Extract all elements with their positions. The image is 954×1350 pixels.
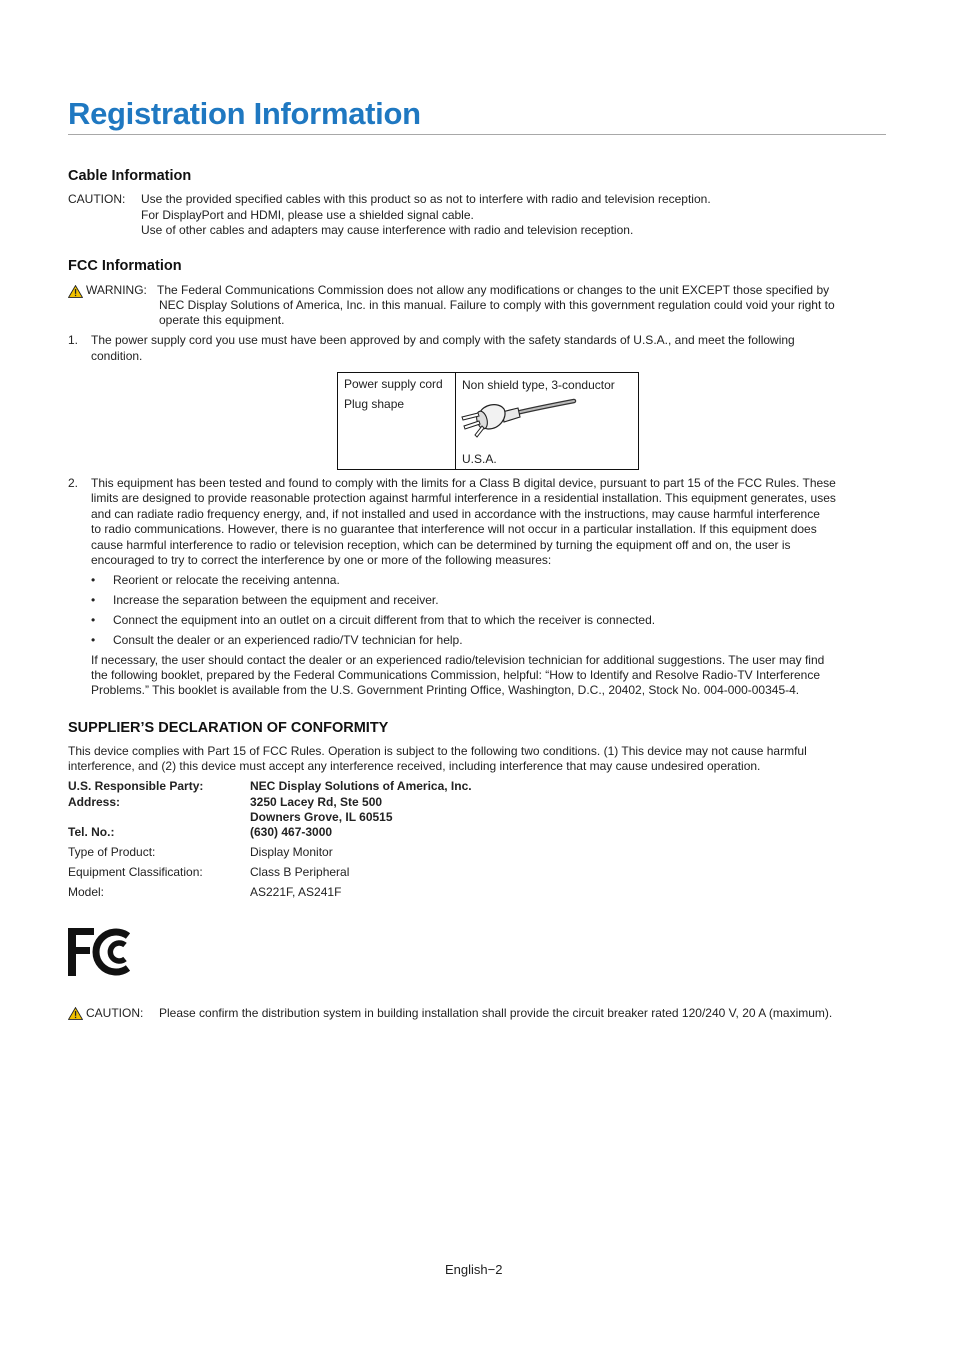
address-value: 3250 Lacey Rd, Ste 500 bbox=[250, 795, 383, 809]
sdoc-intro: This device complies with Part 15 of FCC Rules. Operation is subject to the following two conditions. (1) This device may not cause harmful bbox=[68, 744, 807, 758]
list-item-number: 1. bbox=[68, 333, 79, 347]
address-label: Address: bbox=[68, 795, 121, 809]
bullet-marker: • bbox=[91, 613, 96, 627]
tel-value: (630) 467-3000 bbox=[250, 825, 333, 839]
bullet-marker: • bbox=[91, 633, 96, 647]
us-plug-icon bbox=[458, 395, 580, 443]
responsible-party-value: NEC Display Solutions of America, Inc. bbox=[250, 779, 472, 793]
bottom-caution-label: CAUTION: bbox=[86, 1006, 144, 1020]
followup-text: Problems.” This booklet is available from the U.S. Government Printing Office, Washington, D.C., 20402, Stock No. 004-000-00345-4. bbox=[91, 683, 800, 697]
list-item-text: The power supply cord you use must have been approved by and comply with the safety standards of U.S.A., and meet the following bbox=[91, 333, 795, 347]
product-type-label: Type of Product: bbox=[68, 845, 156, 859]
model-value: AS221F, AS241F bbox=[250, 885, 342, 899]
list-item-text: condition. bbox=[91, 349, 143, 363]
fcc-logo bbox=[68, 928, 134, 976]
sdoc-heading: SUPPLIER’S DECLARATION OF CONFORMITY bbox=[68, 720, 389, 736]
power-cord-table bbox=[337, 372, 639, 470]
list-item-text: and can radiate radio frequency energy, and, if not installed and used in accordance with the instructions, may cause harmful interference bbox=[91, 507, 820, 521]
warning-triangle-icon bbox=[68, 1007, 83, 1020]
fcc-warning-line: The Federal Communications Commission does not allow any modifications or changes to the unit EXCEPT those specified by bbox=[157, 283, 830, 297]
list-item-text: cause harmful interference to radio or television reception, which can be determined by turning the equipment off and on, the user is bbox=[91, 538, 791, 552]
fcc-warning-line: NEC Display Solutions of America, Inc. in this manual. Failure to comply with this government regulation could void your right to bbox=[159, 298, 835, 312]
bullet-item: Increase the separation between the equipment and receiver. bbox=[113, 593, 439, 607]
cable-caution-label: CAUTION: bbox=[68, 192, 126, 206]
cable-caution-line: For DisplayPort and HDMI, please use a shielded signal cable. bbox=[141, 208, 474, 222]
table-cell-value: Non shield type, 3-conductor bbox=[462, 378, 615, 392]
page-number: English−2 bbox=[445, 1262, 503, 1277]
table-cell-value: U.S.A. bbox=[462, 452, 497, 466]
bullet-item: Connect the equipment into an outlet on a circuit different from that to which the receiver is connected. bbox=[113, 613, 656, 627]
fcc-warning-line: operate this equipment. bbox=[159, 313, 285, 327]
address-value: Downers Grove, IL 60515 bbox=[250, 810, 393, 824]
table-row-label: Plug shape bbox=[344, 397, 405, 411]
fcc-information-heading: FCC Information bbox=[68, 258, 182, 274]
list-item-number: 2. bbox=[68, 476, 79, 490]
bullet-marker: • bbox=[91, 573, 96, 587]
product-type-value: Display Monitor bbox=[250, 845, 333, 859]
model-label: Model: bbox=[68, 885, 105, 899]
sdoc-intro: interference, and (2) this device must accept any interference received, including interference that may cause undesired operation. bbox=[68, 759, 761, 773]
bullet-marker: • bbox=[91, 593, 96, 607]
bullet-item: Consult the dealer or an experienced radio/TV technician for help. bbox=[113, 633, 463, 647]
followup-text: If necessary, the user should contact the dealer or an experienced radio/television technician for additional suggestions. The user may find bbox=[91, 653, 825, 667]
title-divider bbox=[68, 134, 886, 135]
classification-label: Equipment Classification: bbox=[68, 865, 203, 879]
list-item-text: to radio communications. However, there is no guarantee that interference will not occur in a particular installation. If this equipment does bbox=[91, 522, 817, 536]
bottom-caution-text: Please confirm the distribution system in building installation shall provide the circuit breaker rated 120/240 V, 20 A (maximum). bbox=[159, 1006, 833, 1020]
list-item-text: encouraged to try to correct the interference by one or more of the following measures: bbox=[91, 553, 552, 567]
list-item-text: This equipment has been tested and found to comply with the limits for a Class B digital device, pursuant to part 15 of the FCC Rules. These bbox=[91, 476, 836, 490]
bullet-item: Reorient or relocate the receiving antenna. bbox=[113, 573, 340, 587]
tel-label: Tel. No.: bbox=[68, 825, 115, 839]
cable-caution-line: Use the provided specified cables with this product so as not to interfere with radio and television reception. bbox=[141, 192, 711, 206]
classification-value: Class B Peripheral bbox=[250, 865, 350, 879]
list-item-text: limits are designed to provide reasonable protection against harmful interference in a residential installation. This equipment generates, uses bbox=[91, 491, 836, 505]
page-title: Registration Information bbox=[68, 96, 421, 131]
cable-caution-line: Use of other cables and adapters may cause interference with radio and television reception. bbox=[141, 223, 634, 237]
followup-text: the following booklet, prepared by the Federal Communications Commission, helpful: “How to Identify and Resolve Radio-TV Interference bbox=[91, 668, 821, 682]
warning-triangle-icon bbox=[68, 285, 83, 298]
responsible-party-label: U.S. Responsible Party: bbox=[68, 779, 204, 793]
table-column-divider bbox=[455, 373, 456, 469]
table-row-label: Power supply cord bbox=[344, 377, 443, 391]
cable-information-heading: Cable Information bbox=[68, 168, 192, 184]
fcc-warning-label: WARNING: bbox=[86, 283, 147, 297]
